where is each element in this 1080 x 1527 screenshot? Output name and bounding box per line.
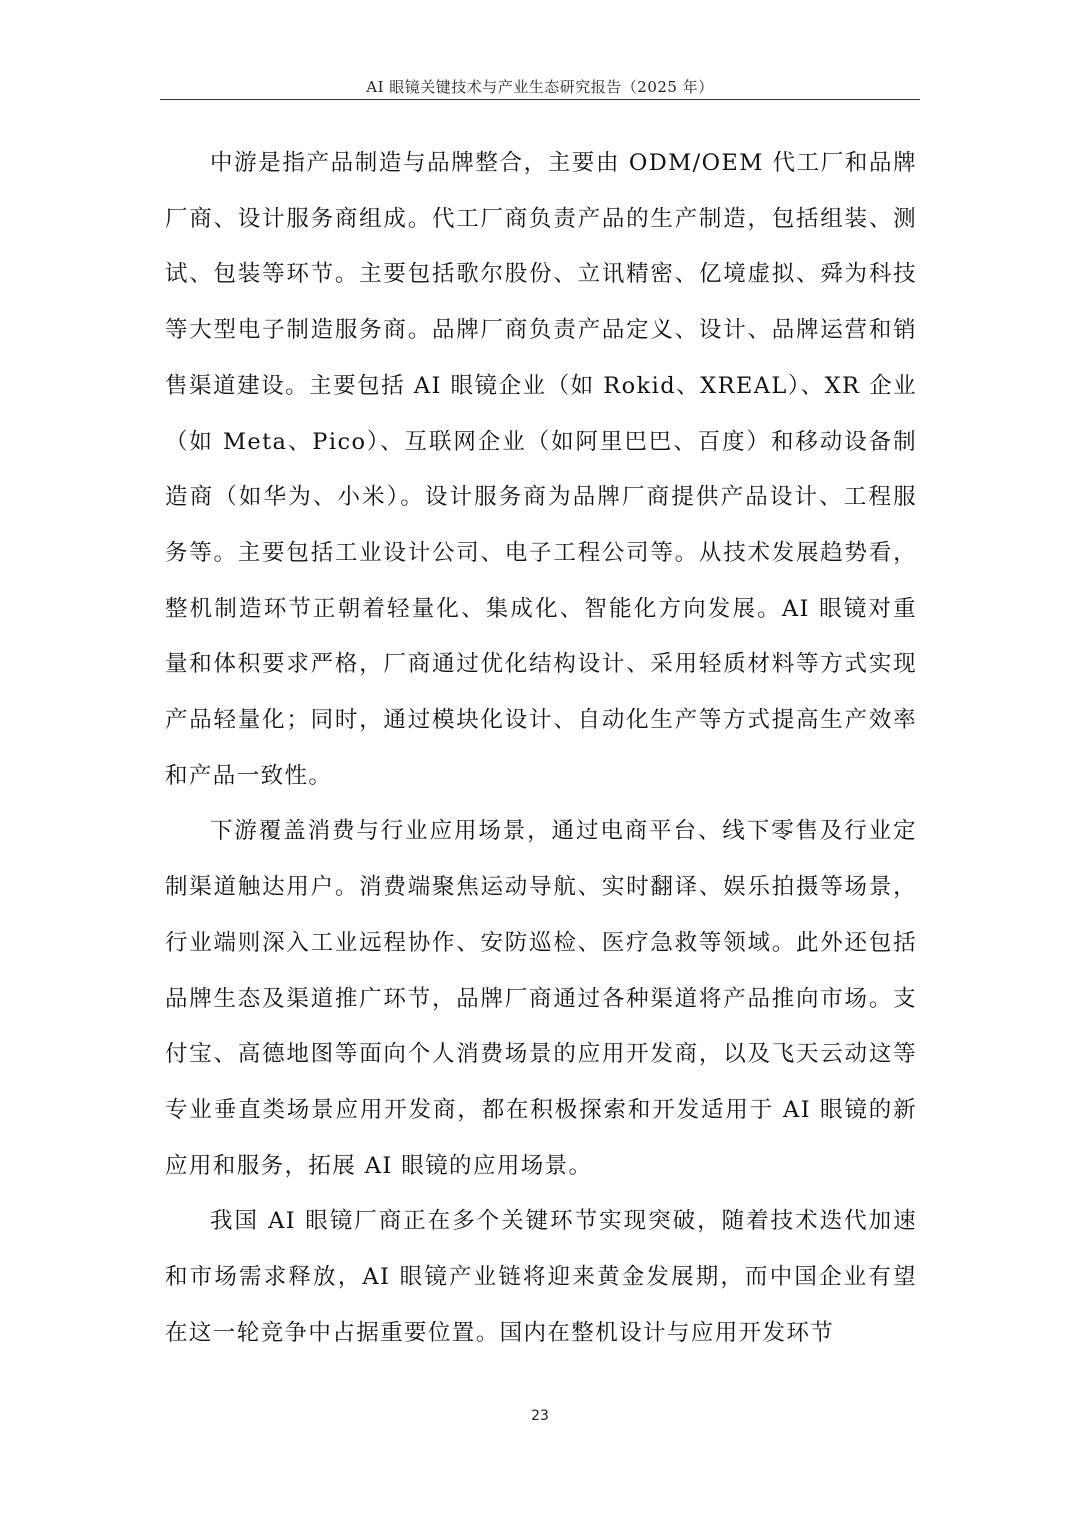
running-header: AI 眼镜关键技术与产业生态研究报告（2025 年） (366, 78, 714, 96)
body-text (165, 136, 917, 1361)
paragraph-domestic: 我国 AI 眼镜厂商正在多个关键环节实现突破，随着技术迭代加速和市场需求释放，AI 眼镜产业链将迎来黄金发展期，而中国企业有望在这一轮竞争中占据重要位置。国内在整机设计与应用开发环节 (165, 1208, 917, 1346)
header-divider (160, 99, 920, 100)
paragraph-midstream: 中游是指产品制造与品牌整合，主要由 ODM/OEM 代工厂和品牌厂商、设计服务商组成。代工厂商负责产品的生产制造，包括组装、测试、包装等环节。主要包括歌尔股份、立讯精密、亿境虚拟、舜为科技等大型电子制造服务商。品牌厂商负责产品定义、设计、品牌运营和销售渠道建设。主要包括 AI 眼镜企业（如 Rokid、XREAL）、XR 企业（如 Meta、Pico）、互联网企业（如阿里巴巴、百度）和移动设备制造商（如华为、小米）。设计服务商为品牌厂商提供产品设计、工程服务等。主要包括工业设计公司、电子工程公司等。从技术发展趋势看，整机制造环节正朝着轻量化、集成化、智能化方向发展。AI 眼镜对重量和体积要求严格，厂商通过优化结构设计、采用轻质材料等方式实现产品轻量化；同时，通过模块化设计、自动化生产等方式提高生产效率和产品一致性。 (165, 150, 917, 789)
page-number: 23 (531, 1408, 549, 1424)
paragraph-downstream: 下游覆盖消费与行业应用场景，通过电商平台、线下零售及行业定制渠道触达用户。消费端聚焦运动导航、实时翻译、娱乐拍摄等场景，行业端则深入工业远程协作、安防巡检、医疗急救等领域。此外还包括品牌生态及渠道推广环节，品牌厂商通过各种渠道将产品推向市场。支付宝、高德地图等面向个人消费场景的应用开发商，以及飞天云动这等专业垂直类场景应用开发商，都在积极探索和开发适用于 AI 眼镜的新应用和服务，拓展 AI 眼镜的应用场景。 (165, 818, 917, 1179)
